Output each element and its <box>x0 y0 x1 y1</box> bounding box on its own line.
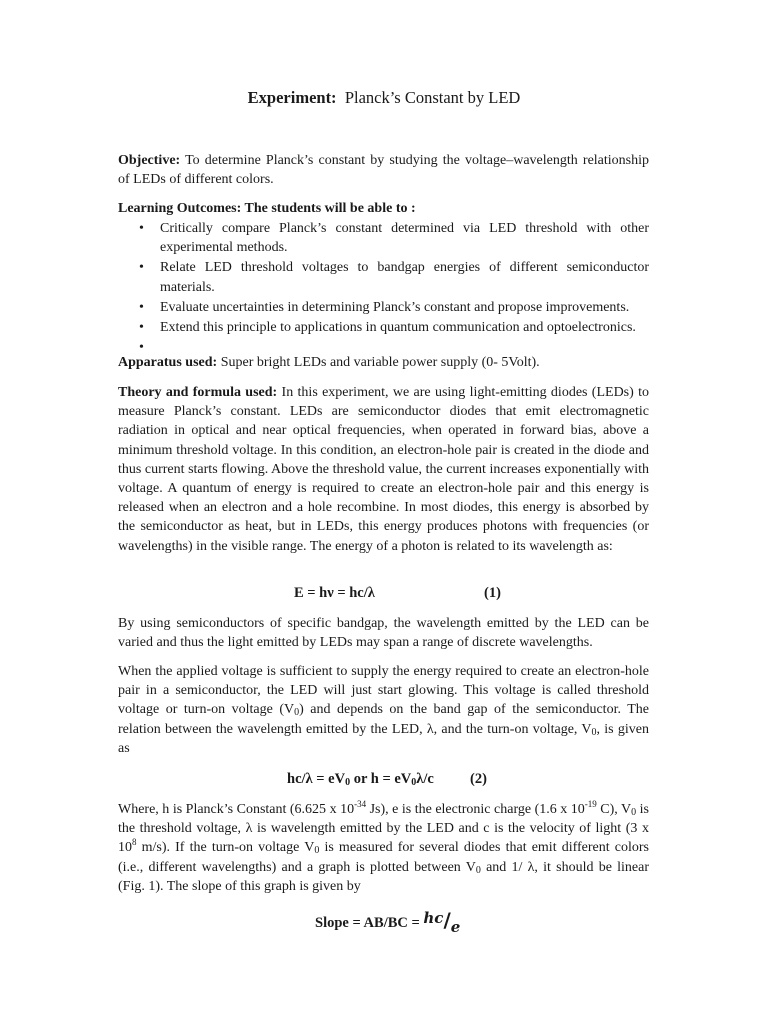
slope-numerator: hc <box>423 909 444 927</box>
superscript: -34 <box>354 799 367 809</box>
equation-2-part-a: hc/λ = eV <box>287 771 346 787</box>
apparatus-text: Super bright LEDs and variable power supply (0- 5Volt). <box>220 355 540 370</box>
objective-paragraph <box>118 151 649 189</box>
equation-2 <box>287 771 434 788</box>
learning-outcomes-intro: : The students will be able to : <box>236 201 416 216</box>
objective-text: To determine Planck’s constant by studying the voltage–wavelength relationship of LEDs of different colors. <box>118 153 650 188</box>
subscript: 0 <box>411 777 417 788</box>
apparatus-paragraph <box>118 353 649 372</box>
slope-equation: Slope = $AB/BC = ^{hc}/_e$ <box>315 908 461 936</box>
where-text: is measured for several diodes that emit different colors (i.e., different wavelengths) and a graph is plotted between V <box>118 840 649 875</box>
threshold-text-3: , is given as <box>118 721 649 756</box>
threshold-text-1: When the applied voltage is sufficient to supply the energy required to create an electron-hole pair in a semiconductor, the LED will just start glowing. This voltage is called threshold voltage or turn-on voltage (V <box>118 664 649 718</box>
where-text: m/s). If the turn-on voltage V <box>136 840 315 856</box>
theory-label: Theory and formula used: <box>118 385 278 400</box>
where-text: Where, h is Planck’s Constant (6.625 x 10 <box>118 802 355 817</box>
where-text: is the threshold voltage, λ is wavelength emitted by the LED and c is the velocity of light (3 x 10 <box>118 802 649 856</box>
theory-text: In this experiment, we are using light-emitting diodes (LEDs) to measure Planck’s constant. LEDs are semiconductor diodes that emit electromagnetic radiation in optical and near optical frequencies, when operated in forward bias, above a minimum threshold voltage. In this condition, an electron-hole pair is created in the diode and thus current starts flowing. Above the threshold value, the current increases exponentially with voltage. A quantum of energy is required to create an electron-hole pair and this energy is released when an electron and a hole recombine. In most diodes, this energy is absorbed by the semiconductor as heat, but in LEDs, this energy produces photons with frequencies (or wavelengths) in the visible range. The energy of a photon is related to its wavelength as: <box>118 385 650 554</box>
subscript: 0 <box>591 726 597 738</box>
bandgap-paragraph: By using semiconductors of specific bandgap, the wavelength emitted by the LED can be varied and thus the light emitted by LEDs may span a range of discrete wavelengths. <box>118 616 649 651</box>
objective-label: Objective: <box>118 153 181 168</box>
learning-outcomes-heading <box>118 199 649 218</box>
slope-label: Slope = AB/BC = <box>315 915 424 931</box>
page-title <box>0 88 768 108</box>
title-text: Planck’s Constant by LED <box>344 88 521 107</box>
subscript: 0 <box>294 707 300 719</box>
where-text: Js), e is the electronic charge (1.6 x 10 <box>366 802 585 817</box>
theory-paragraph <box>118 383 649 556</box>
equation-2-number: (2) <box>470 771 487 787</box>
title-label: Experiment: <box>247 88 337 107</box>
list-item: • Relate LED threshold voltages to bandgap energies of different semiconductor materials. <box>118 258 649 296</box>
threshold-paragraph <box>118 662 649 758</box>
subscript: 0 <box>475 864 481 876</box>
slope-denominator: e <box>450 918 461 936</box>
subscript: 0 <box>314 845 320 857</box>
where-text: C), V <box>596 802 632 817</box>
equation-2-part-b: or h = eV <box>350 771 412 787</box>
list-item: • Extend this principle to applications in quantum communication and optoelectronics. <box>118 318 649 337</box>
list-item: • Critically compare Planck’s constant determined via LED threshold with other experimental methods. <box>118 219 649 257</box>
equation-2-part-c: λ/c <box>416 771 434 787</box>
learning-outcomes-list <box>118 219 649 358</box>
subscript: 0 <box>345 777 351 788</box>
where-text: and 1/ λ, it should be linear (Fig. 1). The slope of this graph is given by <box>118 859 649 894</box>
superscript: 8 <box>132 837 137 848</box>
learning-outcomes-label: Learning Outcomes <box>118 201 237 216</box>
list-item: • Evaluate uncertainties in determining Planck’s constant and propose improvements. <box>118 298 649 317</box>
superscript: -19 <box>584 799 597 809</box>
apparatus-label: Apparatus used: <box>118 355 218 370</box>
where-paragraph <box>118 800 649 896</box>
equation-1-number: (1) <box>484 585 501 601</box>
threshold-text-2: ) and depends on the band gap of the semiconductor. The relation between the wavelength emitted by the LED, λ, and the turn-on voltage, V <box>118 702 649 737</box>
equation-1: E = hν = hc/λ <box>294 585 375 601</box>
subscript: 0 <box>631 807 637 818</box>
